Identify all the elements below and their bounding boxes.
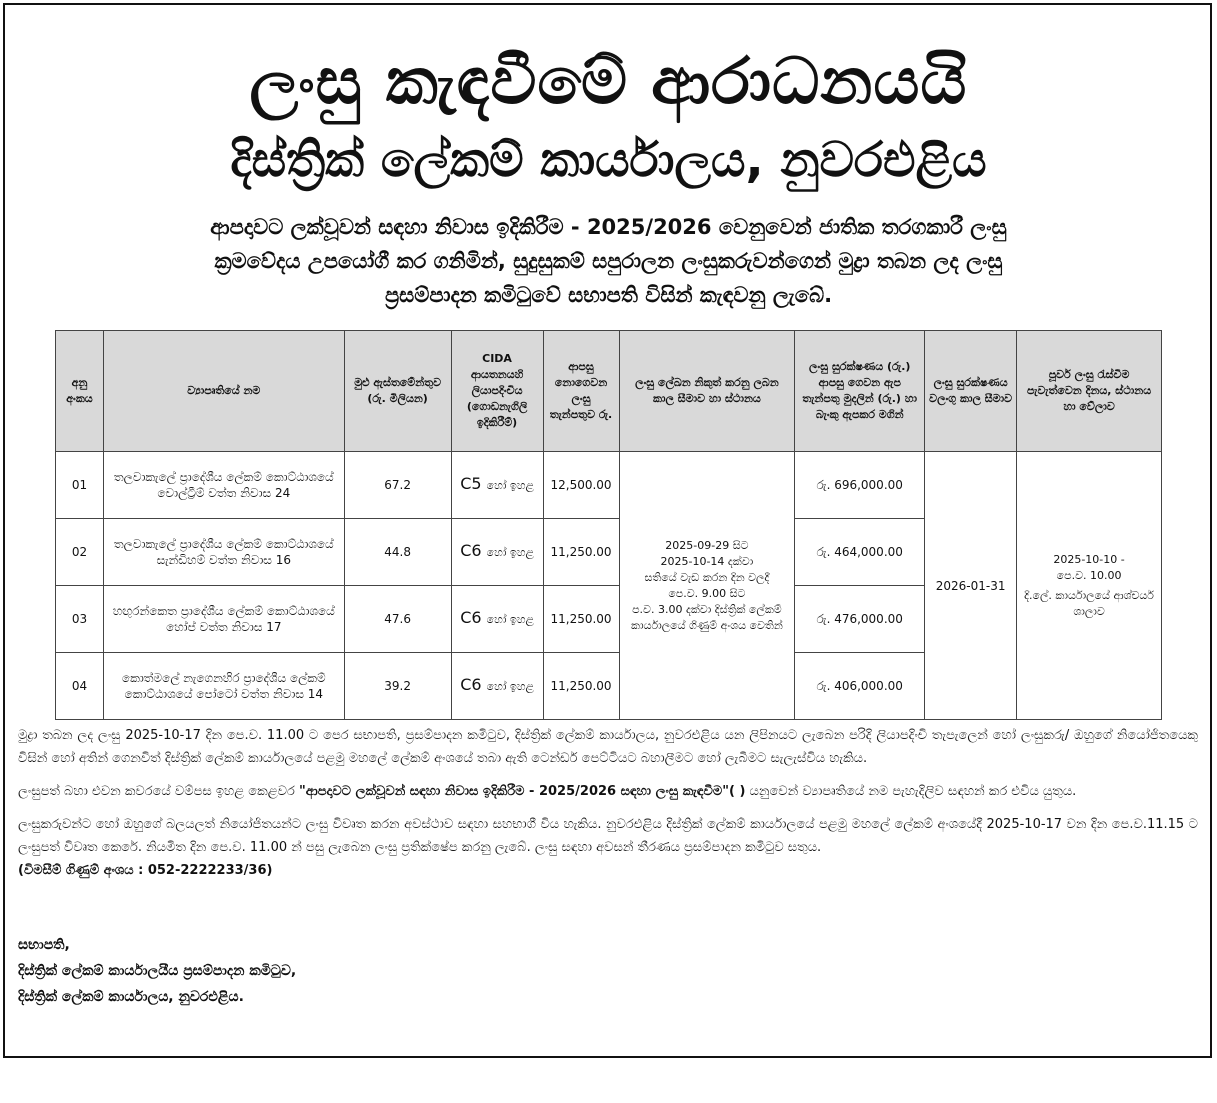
security-cell: රු. 476,000.00 <box>795 586 925 653</box>
envelope-note-start: ලංසුපත් බහා එවන කවරයේ වම්පස ඉහළ කෙළවර <box>18 784 299 799</box>
cida-cell <box>451 452 543 519</box>
issue-period-line: ප.ව. 3.00 දක්වා දිස්ත්‍රික් ලේකම් කාර්යාලයේ ගිණුම් අංශය වෙතින් <box>631 602 783 632</box>
cida-suffix: හෝ ඉහළ <box>486 680 534 693</box>
notes-section <box>18 724 1198 882</box>
signature-office: දිස්ත්‍රික් ලේකම් කාර්යාලය, නුවරඑළිය. <box>18 989 244 1005</box>
office-subtitle: දිස්ත්‍රික් ලේකම් කාර්යාලය, නුවරඑළිය <box>230 132 987 188</box>
envelope-note-end: යනුවෙන් ව්‍යාපෘතියේ නම පැහැදිලිව සඳහන් කර එවිය යුතුය. <box>745 784 1077 799</box>
cida-cell <box>451 586 543 653</box>
cida-suffix: හෝ ඉහළ <box>486 546 534 559</box>
estimate-cell: 39.2 <box>344 653 451 720</box>
cida-grade: C6 <box>460 541 482 560</box>
issue-period-line: පෙ.ව. 9.00 සිට <box>668 586 746 600</box>
header-cida-registration: CIDA ආයතනයහි ලියාපදිංචිය (ගොඩනැගිලි ඉදිකිරීම්) <box>451 331 543 452</box>
deposit-cell: 11,250.00 <box>543 586 619 653</box>
header-serial-no: අනු අංකය <box>56 331 104 452</box>
cida-cell <box>451 519 543 586</box>
cida-grade: C6 <box>460 675 482 694</box>
inquiry-contact: (විමසීම් ගිණුම් අංශය : 052-2222233/36) <box>18 863 273 878</box>
cida-grade: C6 <box>460 608 482 627</box>
notice-title: ලංසු කැඳවීමේ ආරාධනයයි <box>249 45 968 119</box>
prebid-venue: දි.ලේ. කාර්යාලයේ ආශ්චර්ය ශාලාව <box>1024 588 1154 618</box>
signature-title: සභාපති, <box>18 937 70 953</box>
submission-note: මුද්‍රා තබන ලද ලංසු 2025-10-17 දින පෙ.ව. 11.00 ට පෙර සභාපති, ප්‍රසම්පාදන කමිටුව, දිස්ත්‍රික් ලේකම් කාර්යාලය, නුවරඑළිය යන ලිපිනයට ලැබෙන පරිදි ලියාපදිංචි තැපැලෙන් හෝ ලංසුකරු/ ඔහුගේ නියෝජිතයෙකු විසින් හෝ අතින් ගෙනවිත් දිස්ත්‍රික් ලේකම් කාර්යාලයේ පළමු මහලේ ලේකම් අංශයේ තබා ඇති ටෙන්ඩර් පෙට්ටියට බහාලීමට හෝ ලැබීමට සැලැස්විය හැකිය. <box>18 728 1198 766</box>
serial-no-cell: 02 <box>56 519 104 586</box>
serial-no-cell: 04 <box>56 653 104 720</box>
serial-no-cell: 03 <box>56 586 104 653</box>
intro-line: ක්‍රමවේදය උපයෝගී කර ගනිමින්, සුදුසුකම් සපුරාලන ලංසුකරුවන්ගෙන් මුද්‍රා තබන ලද ලංසු <box>214 249 1003 273</box>
project-name-cell: හඟුරන්කෙත ප්‍රාදේශීය ලේකම් කොට්ඨාශයේ හෝප් වත්ත නිවාස 17 <box>103 586 344 653</box>
envelope-label-text: "ආපදාවට ලක්වූවන් සඳහා නිවාස ඉදිකිරීම - 2025/2026 සඳහා ලංසු කැඳවීම"( ) <box>298 784 746 799</box>
signature-committee: දිස්ත්‍රික් ලේකම් කාර්යාලයීය ප්‍රසම්පාදන කමිටුව, <box>18 963 297 979</box>
estimate-cell: 44.8 <box>344 519 451 586</box>
security-cell: රු. 406,000.00 <box>795 653 925 720</box>
issue-period-line: සතියේ වැඩ කරන දින වලදී <box>644 570 770 584</box>
cida-suffix: හෝ ඉහළ <box>486 479 534 492</box>
envelope-note <box>18 780 1198 803</box>
deposit-cell: 11,250.00 <box>543 519 619 586</box>
project-name-cell: කොත්මලේ නැගෙනහිර ප්‍රාදේශීය ලේකම් කොට්ඨාශයේ පෝටෝ වත්ත නිවාස 14 <box>103 653 344 720</box>
estimate-cell: 47.6 <box>344 586 451 653</box>
intro-line: ප්‍රසම්පාදන කමිටුවේ සභාපති විසින් කැඳවනු ලැබේ. <box>384 283 833 307</box>
header-prebid-meeting: පූර්ව ලංසු රැස්වීම පැවැත්වෙන දිනය, ස්ථානය හා වේලාව <box>1017 331 1162 452</box>
deposit-cell: 12,500.00 <box>543 452 619 519</box>
signature-block <box>18 932 296 1010</box>
project-name-cell: තලවාකැලේ ප්‍රාදේශීය ලේකම් කොට්ඨාශයේ සැන්ඩිහම් වත්ත නිවාස 16 <box>103 519 344 586</box>
security-cell: රු. 696,000.00 <box>795 452 925 519</box>
issue-period-line: 2025-09-29 සිට <box>665 538 749 552</box>
intro-line: ආපදාවට ලක්වූවන් සඳහා නිවාස ඉදිකිරීම - 2025/2026 වෙනුවෙන් ජාතික තරගකාරී ලංසු <box>210 215 1007 239</box>
project-name-cell: තලවාකැලේ ප්‍රාදේශීය ලේකම් කොට්ඨාශයේ වොල්ට්‍රීම් වත්ත නිවාස 24 <box>103 452 344 519</box>
header-bid-security: ලංසු සුරක්ෂණය (රු.) ආපසු ගෙවන ඇප තැන්පතු මුදලින් (රු.) හා බැංකු ඇපකර මගින් <box>795 331 925 452</box>
cida-grade: C5 <box>460 474 482 493</box>
cida-suffix: හෝ ඉහළ <box>486 613 534 626</box>
validity-cell: 2026-01-31 <box>925 452 1017 720</box>
opening-note: ලංසුකරුවන්ට හෝ ඔහුගේ බලයලත් නියෝජිතයන්ට ලංසු විවෘත කරන අවස්ථාව සඳහා සහභාගී විය හැකිය. නුවරඑළිය දිස්ත්‍රික් ලේකම් කාර්යාලයේ පළමු මහලේ ලේකම් අංශයේදී 2025-10-17 වන දින පෙ.ව.11.15 ට ලංසුපත් විවෘත කෙරේ. නියමිත දින පෙ.ව. 11.00 න් පසු ලැබෙන ලංසු ප්‍රතික්ෂේප කරනු ලැබේ. ලංසු සඳහා අවසන් තීරණය ප්‍රසම්පාදන කමිටුව සතුය. <box>18 817 1198 855</box>
header-total-estimate: මුළු ඇස්තමේන්තුව (රු. මිලියන) <box>344 331 451 452</box>
header-project-name: ව්‍යාපෘතියේ නම <box>103 331 344 452</box>
issue-period-line: 2025-10-14 දක්වා <box>660 554 754 568</box>
prebid-cell <box>1017 452 1162 720</box>
prebid-time: පෙ.ව. 10.00 <box>1056 568 1122 582</box>
header-validity-period: ලංසු සුරක්ෂණය වලංගු කාල සීමාව <box>925 331 1017 452</box>
table-header-row <box>56 331 1162 452</box>
header-bid-deposit: ආපසු නොගෙවන ලංසු තැන්පතුව රු. <box>543 331 619 452</box>
estimate-cell: 67.2 <box>344 452 451 519</box>
security-cell: රු. 464,000.00 <box>795 519 925 586</box>
table-row <box>56 452 1162 519</box>
deposit-cell: 11,250.00 <box>543 653 619 720</box>
cida-cell <box>451 653 543 720</box>
prebid-date: 2025-10-10 - <box>1053 552 1125 566</box>
issue-period-cell <box>619 452 795 720</box>
header-issue-period: ලංසු ලේඛන නිකුත් කරනු ලබන කාල සීමාව හා ස්ථානය <box>619 331 795 452</box>
tender-table <box>55 330 1162 720</box>
serial-no-cell: 01 <box>56 452 104 519</box>
